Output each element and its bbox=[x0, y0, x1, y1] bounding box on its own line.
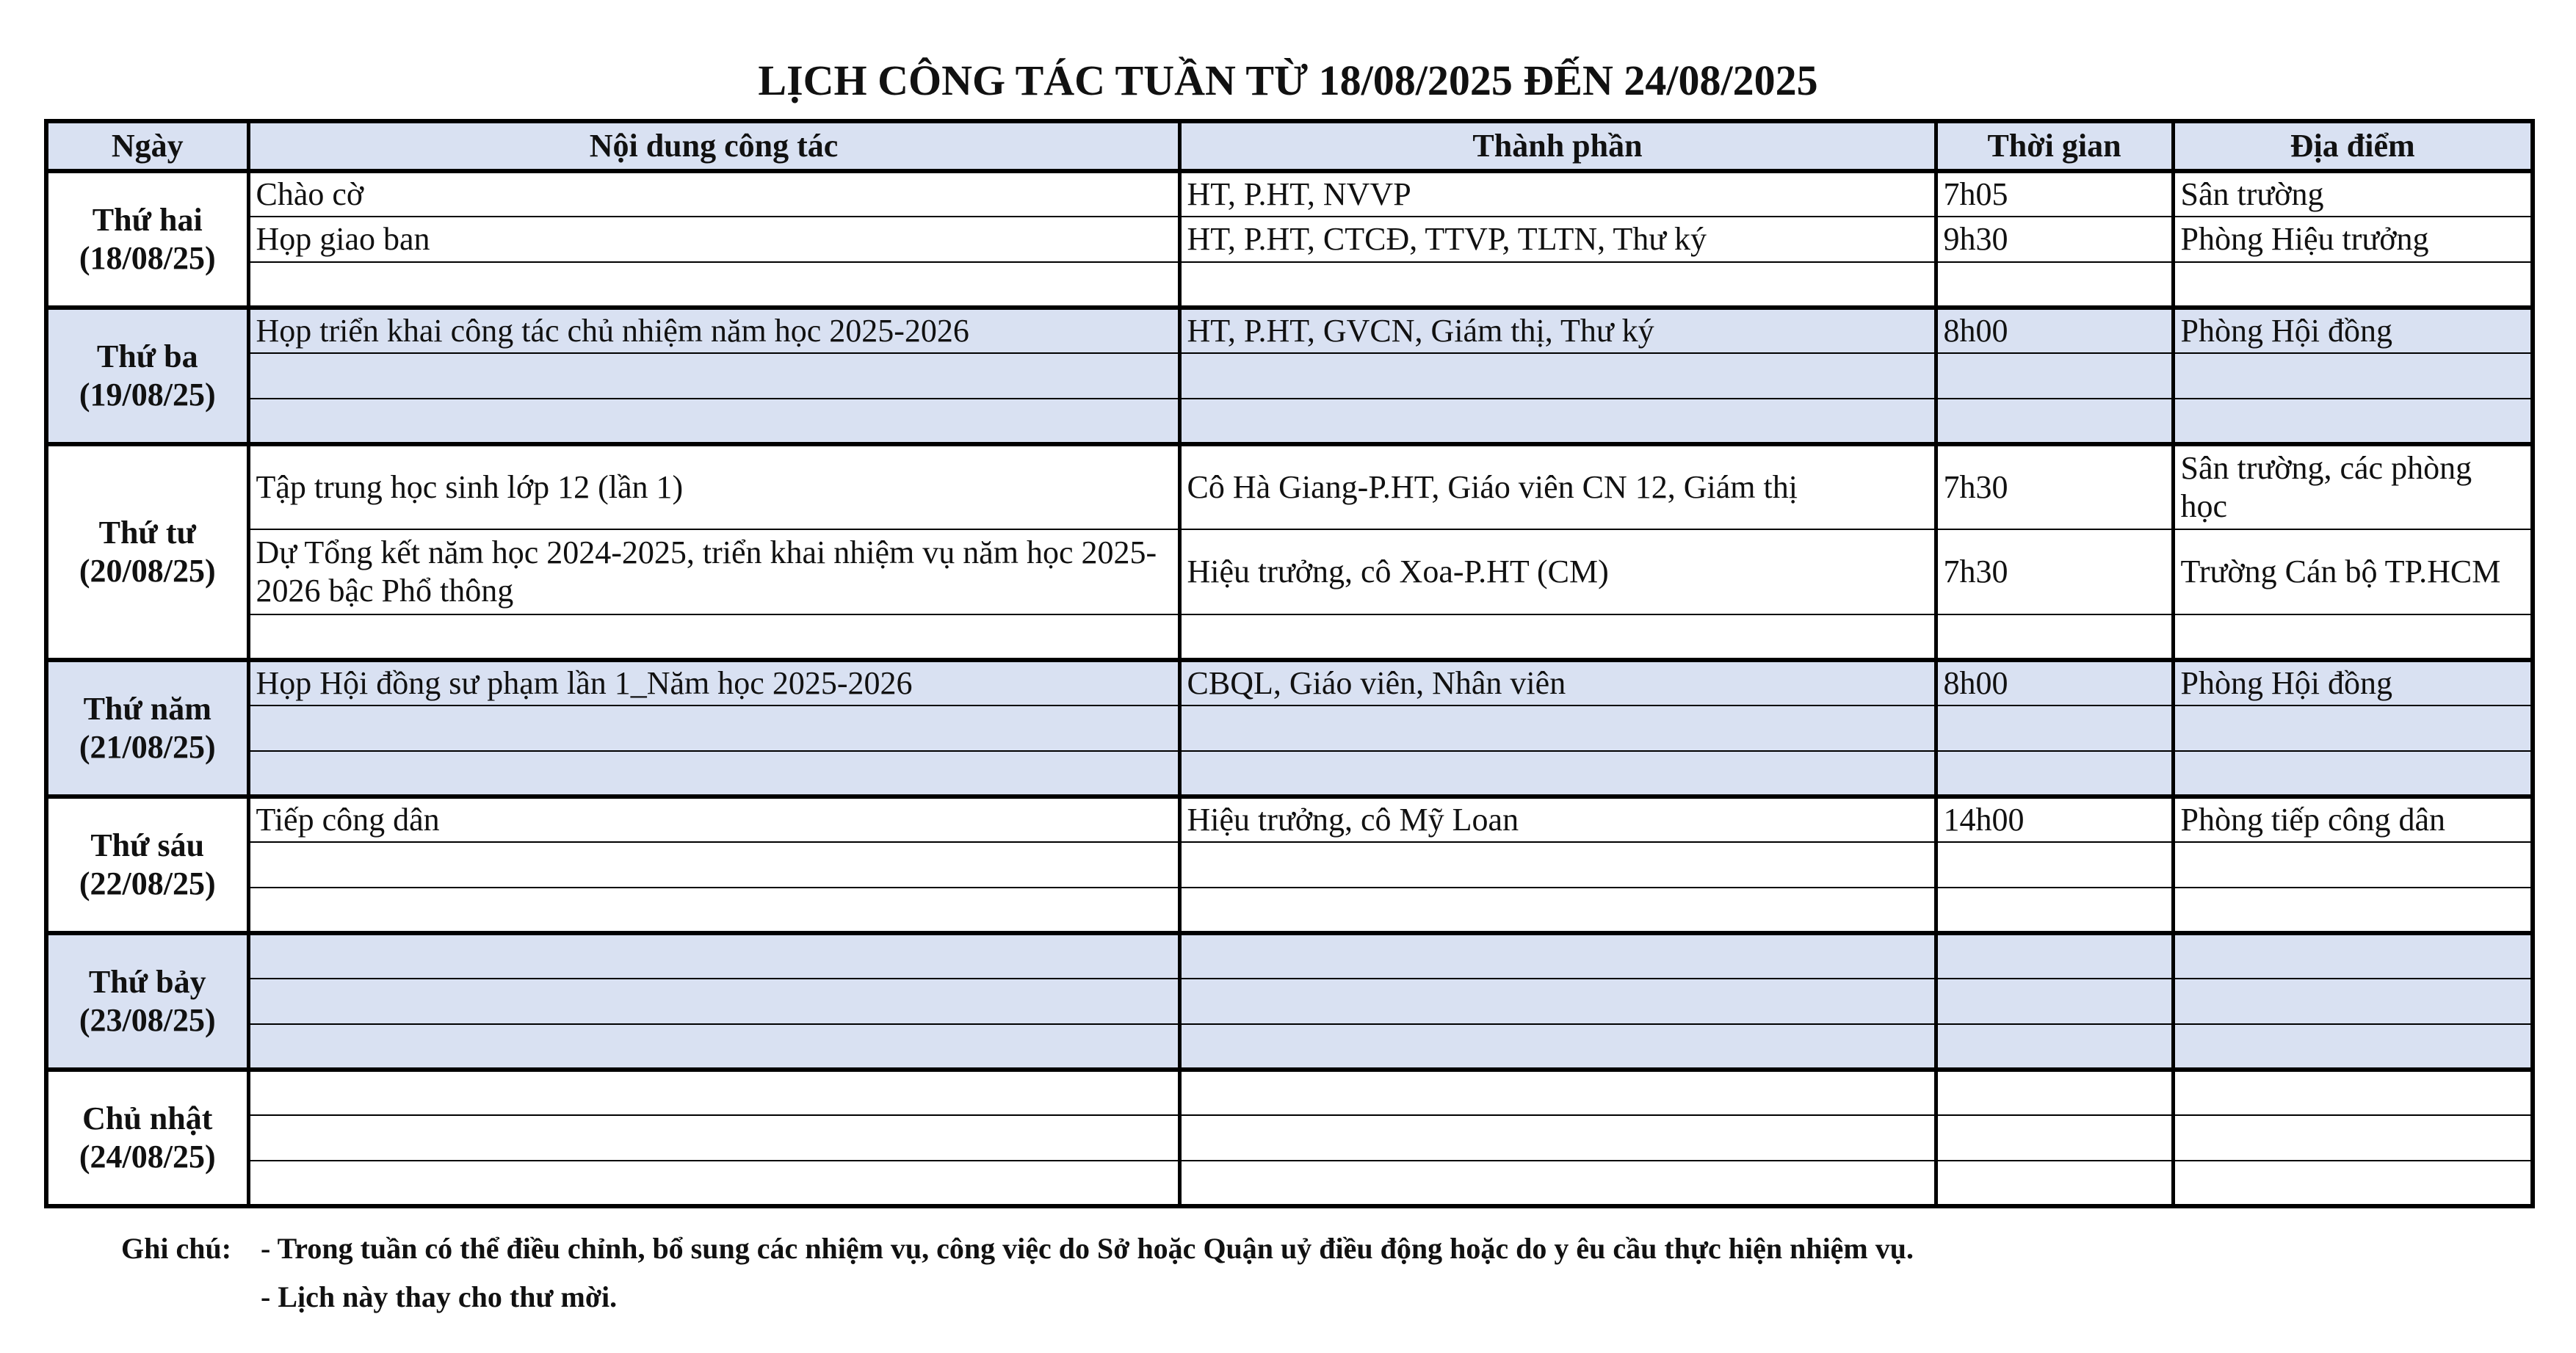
place-cell bbox=[2173, 751, 2533, 797]
members-cell: HT, P.HT, CTCĐ, TTVP, TLTN, Thư ký bbox=[1179, 217, 1936, 262]
time-cell bbox=[1936, 1070, 2173, 1115]
time-cell: 14h00 bbox=[1936, 797, 2173, 842]
content-cell bbox=[248, 1070, 1179, 1115]
place-cell: Phòng tiếp công dân bbox=[2173, 797, 2533, 842]
content-cell: Dự Tổng kết năm học 2024-2025, triển khai nhiệm vụ năm học 2025-2026 bậc Phổ thông bbox=[248, 529, 1179, 614]
time-cell bbox=[1936, 842, 2173, 888]
content-cell: Tiếp công dân bbox=[248, 797, 1179, 842]
day-date: (21/08/25) bbox=[79, 729, 216, 765]
content-cell bbox=[248, 751, 1179, 797]
content-cell bbox=[248, 979, 1179, 1024]
members-cell: HT, P.HT, GVCN, Giám thị, Thư ký bbox=[1179, 308, 1936, 353]
time-cell bbox=[1936, 262, 2173, 308]
members-cell bbox=[1179, 1115, 1936, 1161]
time-cell: 8h00 bbox=[1936, 660, 2173, 705]
time-cell bbox=[1936, 1161, 2173, 1206]
place-cell bbox=[2173, 1161, 2533, 1206]
place-cell bbox=[2173, 705, 2533, 751]
day-cell bbox=[46, 444, 248, 660]
members-cell bbox=[1179, 353, 1936, 399]
members-cell bbox=[1179, 842, 1936, 888]
table-row bbox=[46, 1024, 2533, 1070]
table-row bbox=[46, 171, 2533, 217]
content-cell bbox=[248, 705, 1179, 751]
day-date: (19/08/25) bbox=[79, 377, 216, 413]
time-cell bbox=[1936, 933, 2173, 979]
column-header-content: Nội dung công tác bbox=[248, 121, 1179, 171]
place-cell bbox=[2173, 842, 2533, 888]
page-title: LỊCH CÔNG TÁC TUẦN TỪ 18/08/2025 ĐẾN 24/08/2025 bbox=[758, 57, 1818, 104]
place-cell bbox=[2173, 933, 2533, 979]
table-row bbox=[46, 217, 2533, 262]
day-cell bbox=[46, 933, 248, 1070]
members-cell bbox=[1179, 614, 1936, 660]
table-row bbox=[46, 444, 2533, 529]
members-cell: Cô Hà Giang-P.HT, Giáo viên CN 12, Giám thị bbox=[1179, 444, 1936, 529]
header-row bbox=[46, 121, 2533, 171]
day-cell bbox=[46, 797, 248, 933]
content-cell bbox=[248, 614, 1179, 660]
place-cell: Phòng Hiệu trưởng bbox=[2173, 217, 2533, 262]
place-cell bbox=[2173, 979, 2533, 1024]
time-cell: 7h30 bbox=[1936, 529, 2173, 614]
table-row bbox=[46, 614, 2533, 660]
table-row bbox=[46, 1115, 2533, 1161]
day-date: (22/08/25) bbox=[79, 866, 216, 902]
column-header-place: Địa điểm bbox=[2173, 121, 2533, 171]
day-cell bbox=[46, 308, 248, 444]
content-cell bbox=[248, 1161, 1179, 1206]
place-cell: Phòng Hội đồng bbox=[2173, 660, 2533, 705]
content-cell: Họp giao ban bbox=[248, 217, 1179, 262]
day-name: Chủ nhật bbox=[82, 1100, 213, 1136]
notes bbox=[121, 1225, 2471, 1321]
notes-label: Ghi chú: bbox=[121, 1232, 232, 1265]
members-cell bbox=[1179, 933, 1936, 979]
table-row bbox=[46, 353, 2533, 399]
table-row bbox=[46, 933, 2533, 979]
place-cell: Sân trường bbox=[2173, 171, 2533, 217]
place-cell: Sân trường, các phòng học bbox=[2173, 444, 2533, 529]
table-row bbox=[46, 399, 2533, 444]
content-cell bbox=[248, 1115, 1179, 1161]
time-cell bbox=[1936, 705, 2173, 751]
content-cell bbox=[248, 842, 1179, 888]
members-cell bbox=[1179, 1070, 1936, 1115]
table-row bbox=[46, 797, 2533, 842]
column-header-time: Thời gian bbox=[1936, 121, 2173, 171]
column-header-day: Ngày bbox=[46, 121, 248, 171]
place-cell: Phòng Hội đồng bbox=[2173, 308, 2533, 353]
day-cell bbox=[46, 171, 248, 308]
members-cell: CBQL, Giáo viên, Nhân viên bbox=[1179, 660, 1936, 705]
place-cell: Trường Cán bộ TP.HCM bbox=[2173, 529, 2533, 614]
table-row bbox=[46, 1161, 2533, 1206]
note-line: - Lịch này thay cho thư mời. bbox=[261, 1280, 618, 1313]
place-cell bbox=[2173, 262, 2533, 308]
place-cell bbox=[2173, 1070, 2533, 1115]
day-cell bbox=[46, 660, 248, 797]
time-cell: 8h00 bbox=[1936, 308, 2173, 353]
members-cell bbox=[1179, 888, 1936, 933]
place-cell bbox=[2173, 399, 2533, 444]
members-cell bbox=[1179, 1024, 1936, 1070]
table-row bbox=[46, 660, 2533, 705]
members-cell bbox=[1179, 262, 1936, 308]
schedule-table bbox=[44, 119, 2535, 1208]
table-row bbox=[46, 705, 2533, 751]
content-cell bbox=[248, 262, 1179, 308]
day-name: Thứ bảy bbox=[88, 964, 206, 1000]
column-header-members: Thành phần bbox=[1179, 121, 1936, 171]
table-row bbox=[46, 842, 2533, 888]
members-cell bbox=[1179, 979, 1936, 1024]
content-cell: Tập trung học sinh lớp 12 (lần 1) bbox=[248, 444, 1179, 529]
time-cell bbox=[1936, 888, 2173, 933]
content-cell bbox=[248, 933, 1179, 979]
time-cell: 7h05 bbox=[1936, 171, 2173, 217]
place-cell bbox=[2173, 1115, 2533, 1161]
time-cell: 9h30 bbox=[1936, 217, 2173, 262]
content-cell bbox=[248, 888, 1179, 933]
day-name: Thứ sáu bbox=[90, 827, 205, 863]
day-name: Thứ hai bbox=[92, 202, 203, 238]
members-cell: HT, P.HT, NVVP bbox=[1179, 171, 1936, 217]
day-date: (23/08/25) bbox=[79, 1002, 216, 1038]
time-cell bbox=[1936, 1024, 2173, 1070]
place-cell bbox=[2173, 353, 2533, 399]
members-cell bbox=[1179, 1161, 1936, 1206]
day-cell bbox=[46, 1070, 248, 1206]
place-cell bbox=[2173, 614, 2533, 660]
content-cell: Họp triển khai công tác chủ nhiệm năm học 2025-2026 bbox=[248, 308, 1179, 353]
day-name: Thứ ba bbox=[96, 338, 198, 374]
day-name: Thứ năm bbox=[83, 691, 211, 727]
time-cell bbox=[1936, 1115, 2173, 1161]
table-row bbox=[46, 979, 2533, 1024]
day-date: (20/08/25) bbox=[79, 553, 216, 589]
content-cell: Chào cờ bbox=[248, 171, 1179, 217]
content-cell bbox=[248, 353, 1179, 399]
day-date: (24/08/25) bbox=[79, 1139, 216, 1175]
day-date: (18/08/25) bbox=[79, 240, 216, 276]
time-cell bbox=[1936, 353, 2173, 399]
time-cell: 7h30 bbox=[1936, 444, 2173, 529]
content-cell: Họp Hội đồng sư phạm lần 1_Năm học 2025-2026 bbox=[248, 660, 1179, 705]
members-cell bbox=[1179, 705, 1936, 751]
members-cell bbox=[1179, 399, 1936, 444]
content-cell bbox=[248, 399, 1179, 444]
time-cell bbox=[1936, 399, 2173, 444]
day-name: Thứ tư bbox=[98, 515, 196, 551]
table-row bbox=[46, 751, 2533, 797]
place-cell bbox=[2173, 1024, 2533, 1070]
members-cell: Hiệu trưởng, cô Xoa-P.HT (CM) bbox=[1179, 529, 1936, 614]
table-row bbox=[46, 262, 2533, 308]
table-row bbox=[46, 888, 2533, 933]
table-row bbox=[46, 529, 2533, 614]
schedule-body bbox=[46, 171, 2533, 1206]
table-row bbox=[46, 1070, 2533, 1115]
table-row bbox=[46, 308, 2533, 353]
time-cell bbox=[1936, 614, 2173, 660]
members-cell: Hiệu trưởng, cô Mỹ Loan bbox=[1179, 797, 1936, 842]
time-cell bbox=[1936, 751, 2173, 797]
note-line: - Trong tuần có thể điều chỉnh, bổ sung các nhiệm vụ, công việc do Sở hoặc Quận uỷ điều động hoặc do y êu cầu thực hiện nhiệm vụ. bbox=[261, 1232, 1914, 1265]
members-cell bbox=[1179, 751, 1936, 797]
time-cell bbox=[1936, 979, 2173, 1024]
content-cell bbox=[248, 1024, 1179, 1070]
place-cell bbox=[2173, 888, 2533, 933]
